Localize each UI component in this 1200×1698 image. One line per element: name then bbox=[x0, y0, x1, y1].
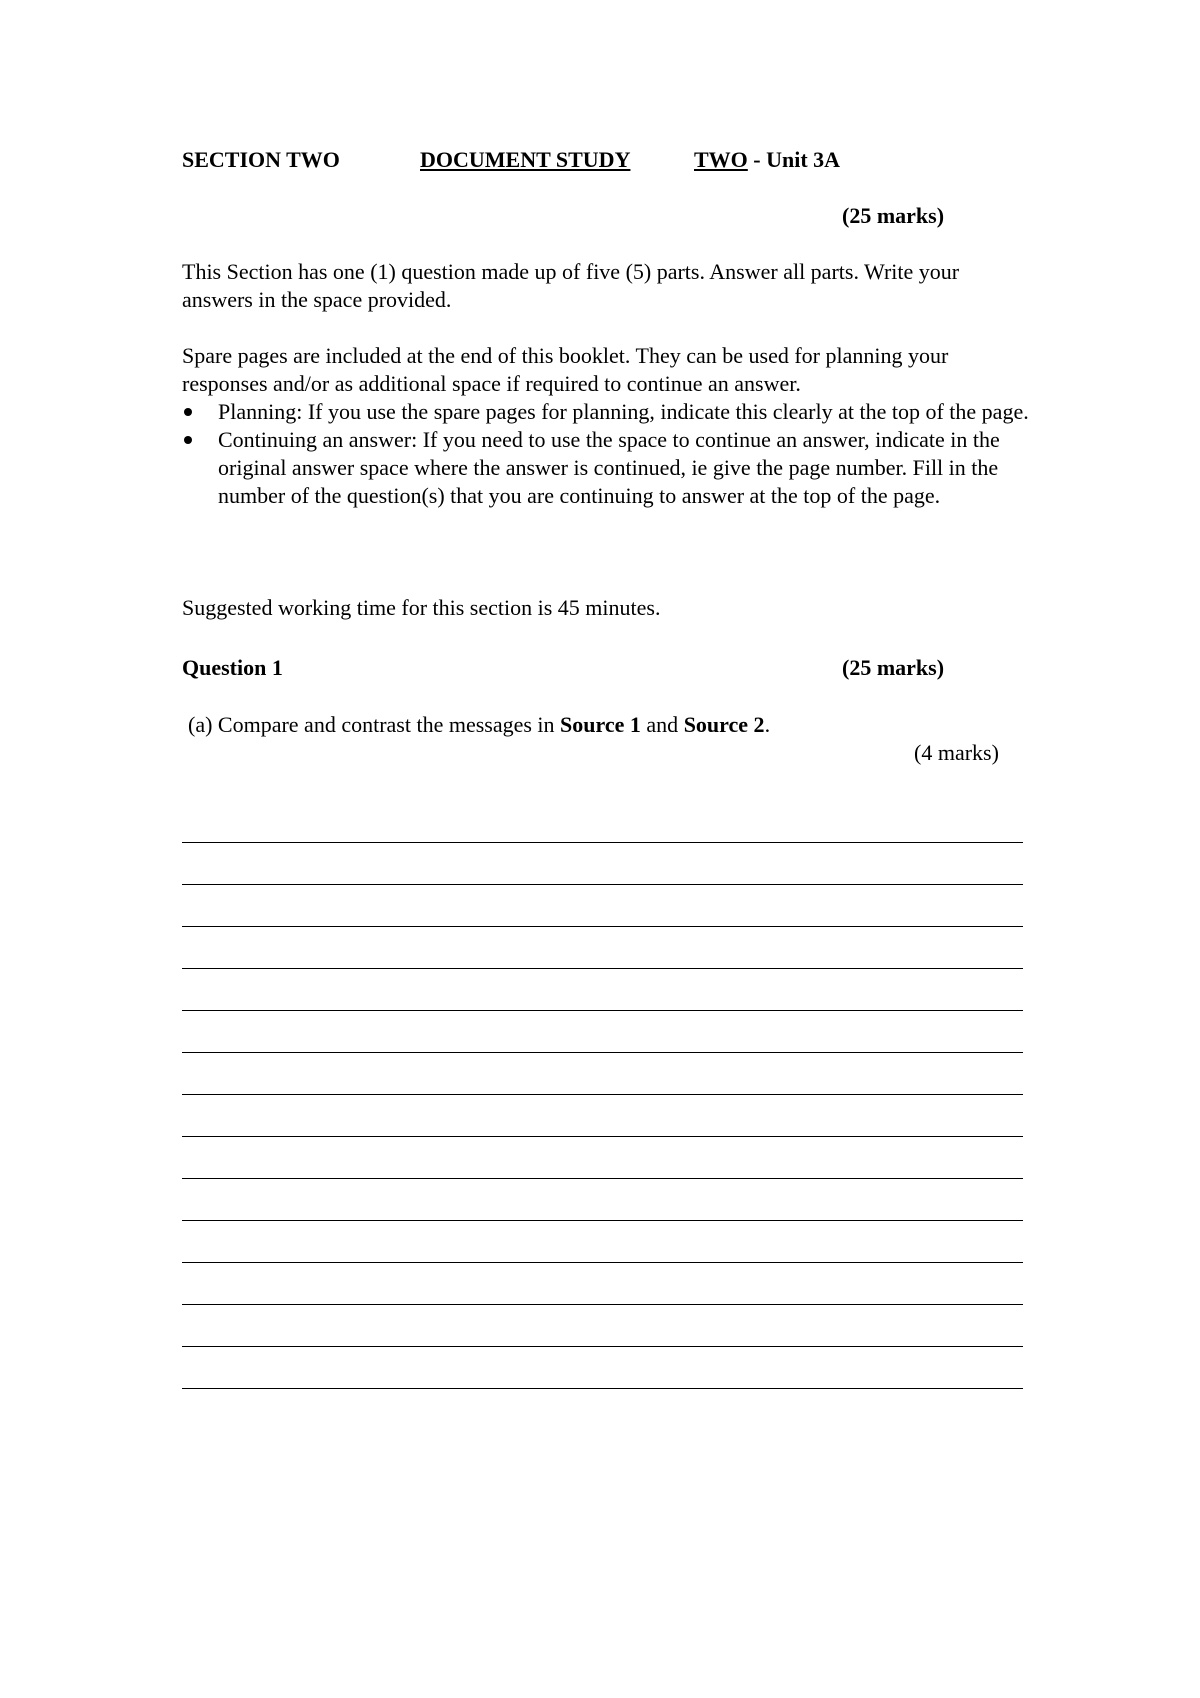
answer-lines[interactable] bbox=[182, 842, 1023, 1430]
part-a-prompt bbox=[188, 711, 770, 739]
answer-line[interactable] bbox=[182, 1010, 1023, 1052]
part-a-prefix: (a) Compare and contrast the messages in bbox=[188, 712, 561, 737]
list-item bbox=[182, 398, 1032, 426]
question-title: Question 1 bbox=[182, 655, 283, 680]
instructions-paragraph: This Section has one (1) question made up of five (5) parts. Answer all parts. Write your answers in the space provided. bbox=[182, 259, 960, 312]
answer-line[interactable] bbox=[182, 968, 1023, 1010]
section-marks: (25 marks) bbox=[842, 203, 945, 228]
answer-line[interactable] bbox=[182, 1262, 1023, 1304]
part-a-suffix: . bbox=[764, 712, 771, 737]
list-item bbox=[182, 426, 1032, 510]
answer-line[interactable] bbox=[182, 842, 1023, 884]
section-number: TWO bbox=[694, 147, 748, 172]
source-1-ref: Source 1 bbox=[560, 712, 641, 737]
answer-line[interactable] bbox=[182, 1136, 1023, 1178]
question-marks: (25 marks) bbox=[842, 655, 945, 680]
section-number-label bbox=[694, 146, 840, 174]
answer-line[interactable] bbox=[182, 1304, 1023, 1346]
instructions-list bbox=[182, 398, 1032, 510]
document-study-label: DOCUMENT STUDY bbox=[420, 147, 631, 172]
part-a-marks: (4 marks) bbox=[914, 740, 999, 765]
answer-line[interactable] bbox=[182, 1220, 1023, 1262]
unit-label: - Unit 3A bbox=[747, 147, 841, 172]
spare-pages-paragraph: Spare pages are included at the end of this booklet. They can be used for planning your responses and/or as additional space if required to continue an answer. bbox=[182, 343, 949, 396]
bullet-icon bbox=[184, 436, 192, 444]
answer-line[interactable] bbox=[182, 1388, 1023, 1430]
source-2-ref: Source 2 bbox=[683, 712, 765, 737]
bullet-icon bbox=[184, 408, 192, 416]
bullet-text-continuing: Continuing an answer: If you need to use the space to continue an answer, indicate in the original answer space where the answer is continued, ie give the page number. Fill in the number of the question(s) that you are continuing to answer at the top of the page. bbox=[218, 427, 1000, 508]
section-label: SECTION TWO bbox=[182, 147, 340, 172]
answer-line[interactable] bbox=[182, 1178, 1023, 1220]
answer-line[interactable] bbox=[182, 1052, 1023, 1094]
part-a-and: and bbox=[640, 712, 684, 737]
working-time-note: Suggested working time for this section is 45 minutes. bbox=[182, 595, 661, 620]
answer-line[interactable] bbox=[182, 926, 1023, 968]
bullet-text-planning: Planning: If you use the spare pages for planning, indicate this clearly at the top of the page. bbox=[218, 399, 1029, 424]
answer-line[interactable] bbox=[182, 884, 1023, 926]
answer-line[interactable] bbox=[182, 1346, 1023, 1388]
answer-line[interactable] bbox=[182, 1094, 1023, 1136]
